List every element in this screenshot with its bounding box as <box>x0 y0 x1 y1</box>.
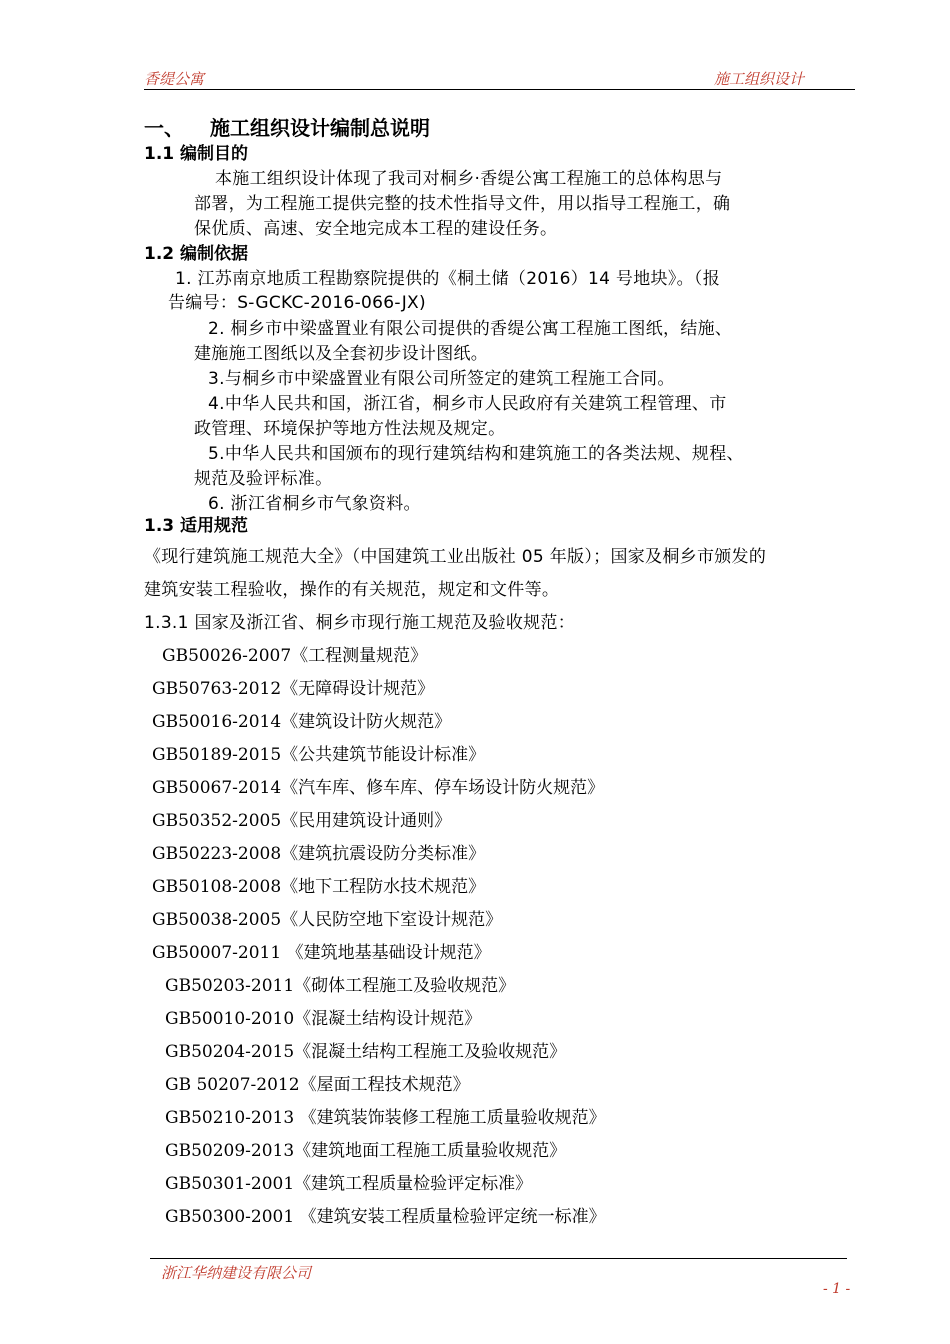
list-item: 2. 桐乡市中梁盛置业有限公司提供的香缇公寓工程施工图纸，结施、 <box>208 319 733 339</box>
list-item: 5.中华人民共和国颁布的现行建筑结构和建筑施工的各类法规、规程、 <box>208 444 744 464</box>
standard-item: GB50209-2013《建筑地面工程施工质量验收规范》 <box>165 1141 567 1161</box>
standard-item: GB50204-2015《混凝土结构工程施工及验收规范》 <box>165 1042 567 1062</box>
footer-rule <box>150 1258 847 1259</box>
list-item: 规范及验评标准。 <box>194 469 333 489</box>
paragraph-line: 《现行建筑施工规范大全》（中国建筑工业出版社 05 年版）；国家及桐乡市颁发的 <box>144 547 767 567</box>
header-left: 香缇公寓 <box>144 70 205 88</box>
list-item: 3.与桐乡市中梁盛置业有限公司所签定的建筑工程施工合同。 <box>208 369 675 389</box>
paragraph-line: 1.3.1 国家及浙江省、桐乡市现行施工规范及验收规范： <box>144 613 576 633</box>
standard-item: GB50210-2013 《建筑装饰装修工程施工质量验收规范》 <box>165 1108 606 1128</box>
section-heading <box>144 117 430 139</box>
standard-item: GB50203-2011《砌体工程施工及验收规范》 <box>165 976 516 996</box>
heading-1-3: 1.3 适用规范 <box>144 516 249 536</box>
standard-item: GB50038-2005《人民防空地下室设计规范》 <box>152 910 503 930</box>
standard-item: GB50763-2012《无障碍设计规范》 <box>152 679 435 699</box>
standard-item: GB50223-2008《建筑抗震设防分类标准》 <box>152 844 486 864</box>
list-item: 4.中华人民共和国，浙江省，桐乡市人民政府有关建筑工程管理、市 <box>208 394 727 414</box>
page-number: - 1 - <box>823 1281 851 1297</box>
section-number: 一、 <box>144 116 184 140</box>
standard-item: GB50301-2001《建筑工程质量检验评定标准》 <box>165 1174 533 1194</box>
standard-item: GB50026-2007《工程测量规范》 <box>162 646 428 666</box>
paragraph-line: 建筑安装工程验收，操作的有关规范，规定和文件等。 <box>144 580 560 600</box>
paragraph-line: 部署，为工程施工提供完整的技术性指导文件，用以指导工程施工，确 <box>194 194 731 214</box>
standard-item: GB50300-2001 《建筑安装工程质量检验评定统一标准》 <box>165 1207 606 1227</box>
list-item: 1. 江苏南京地质工程勘察院提供的《桐土储（2016）14 号地块》。（报 <box>175 269 721 289</box>
standard-item: GB50010-2010《混凝土结构设计规范》 <box>165 1009 482 1029</box>
heading-1-1: 1.1 编制目的 <box>144 144 249 164</box>
list-item: 建施施工图纸以及全套初步设计图纸。 <box>194 344 489 364</box>
header-rule <box>144 89 855 90</box>
section-title: 施工组织设计编制总说明 <box>210 116 430 140</box>
standard-item: GB50007-2011 《建筑地基基础设计规范》 <box>152 943 491 963</box>
standard-item: GB50352-2005《民用建筑设计通则》 <box>152 811 452 831</box>
standard-item: GB 50207-2012《屋面工程技术规范》 <box>165 1075 470 1095</box>
paragraph-line: 本施工组织设计体现了我司对桐乡·香缇公寓工程施工的总体构思与 <box>215 169 723 189</box>
list-item: 6. 浙江省桐乡市气象资料。 <box>208 494 421 514</box>
standard-item: GB50108-2008《地下工程防水技术规范》 <box>152 877 486 897</box>
header-right: 施工组织设计 <box>714 70 805 88</box>
heading-1-2: 1.2 编制依据 <box>144 244 249 264</box>
standard-item: GB50067-2014《汽车库、修车库、停车场设计防火规范》 <box>152 778 605 798</box>
list-item: 政管理、环境保护等地方性法规及规定。 <box>194 419 506 439</box>
list-item: 告编号：S-GCKC-2016-066-JX) <box>168 293 426 313</box>
footer-company: 浙江华纳建设有限公司 <box>161 1264 312 1282</box>
paragraph-line: 保优质、高速、安全地完成本工程的建设任务。 <box>194 219 558 239</box>
standard-item: GB50016-2014《建筑设计防火规范》 <box>152 712 452 732</box>
standard-item: GB50189-2015《公共建筑节能设计标准》 <box>152 745 486 765</box>
